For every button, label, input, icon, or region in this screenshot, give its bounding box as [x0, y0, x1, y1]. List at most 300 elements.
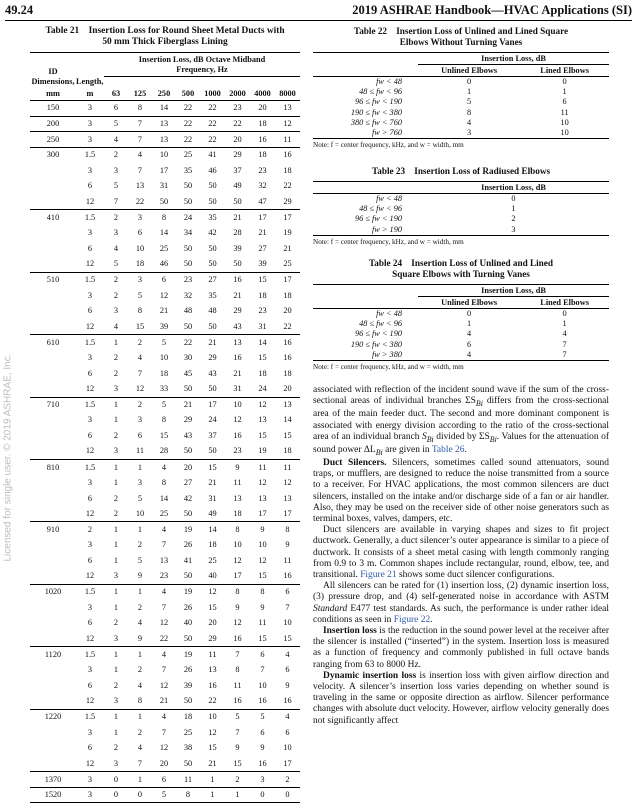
insertion-loss-cell: 40 [208, 571, 217, 581]
insertion-loss-cell: 50 [183, 696, 193, 706]
duct-diameter [30, 616, 76, 632]
header-band: Insertion Loss, dB Octave Midband Frequency, Hz [104, 53, 300, 77]
insertion-loss-cell: 7 [225, 647, 250, 663]
duct-length: 3 [76, 132, 104, 148]
table-row [313, 128, 609, 139]
table-row [313, 309, 609, 320]
insertion-loss-cell: 46 [208, 165, 217, 175]
insertion-loss-cell: 20 [176, 460, 200, 476]
duct-length: 6 [87, 680, 93, 690]
table-24-col-lined: Lined Elbows [520, 297, 609, 309]
freq-header-125: 125 [128, 88, 152, 101]
insertion-loss-cell: 5 [152, 335, 176, 351]
insertion-loss-cell: 35 [183, 165, 193, 175]
insertion-loss-cell: 5 [152, 787, 176, 803]
insertion-loss-cell: 24 [208, 415, 217, 425]
insertion-loss-cell: 11 [233, 680, 242, 690]
insertion-loss-cell: 10 [135, 243, 145, 253]
table-row [30, 522, 300, 538]
insertion-loss-cell: 2 [113, 618, 119, 628]
insertion-loss-cell: 11 [200, 647, 225, 663]
insertion-loss-cell: 12 [233, 415, 242, 425]
insertion-loss-cell: 2 [113, 353, 119, 363]
frequency-width-range: 96 ≤ fw < 190 [354, 214, 402, 224]
insertion-loss-cell: 3 [113, 306, 119, 316]
insertion-loss-value: 3 [418, 225, 609, 236]
insertion-loss-cell: 11 [233, 477, 242, 487]
term-dynamic-insertion-loss: Dynamic insertion loss [323, 670, 417, 681]
insertion-loss-cell: 4 [137, 680, 143, 690]
duct-length: 3 [87, 727, 93, 737]
paragraph-silencer-ratings: All silencers can be rated for (1) insertion loss, (2) dynamic insertion loss, (3) pressure drop, and (4) self-generated noise in accordance with ASTM Standard E477 test standards. As such, the performance is under rather ideal conditions as seen in Figure 22. [313, 581, 609, 625]
insertion-loss-cell: 10 [258, 540, 267, 550]
insertion-loss-cell: 22 [159, 633, 169, 643]
duct-diameter [30, 740, 76, 756]
duct-length: 1.5 [76, 584, 104, 600]
insertion-loss-cell: 0 [128, 787, 152, 803]
insertion-loss-cell: 38 [183, 743, 193, 753]
insertion-loss-value: 4 [562, 329, 567, 339]
table-21 [30, 26, 300, 803]
insertion-loss-cell: 10 [159, 353, 169, 363]
table-row [30, 257, 300, 273]
freq-header-4000: 4000 [250, 88, 275, 101]
insertion-loss-cell: 8 [235, 665, 240, 675]
insertion-loss-cell: 7 [113, 196, 119, 206]
frequency-width-range: fw > 760 [313, 128, 418, 139]
insertion-loss-cell: 1 [104, 647, 128, 663]
duct-length: 1.5 [76, 147, 104, 163]
duct-diameter [30, 553, 76, 569]
insertion-loss-cell: 12 [258, 555, 267, 565]
insertion-loss-cell: 23 [159, 571, 169, 581]
insertion-loss-cell: 13 [258, 493, 267, 503]
table-23-caption: Table 23 Insertion Loss of Radiused Elbows [371, 166, 551, 176]
insertion-loss-value: 2 [511, 214, 516, 224]
insertion-loss-cell: 15 [159, 431, 169, 441]
duct-length: 6 [87, 431, 93, 441]
insertion-loss-cell: 9 [225, 460, 250, 476]
insertion-loss-cell: 34 [183, 228, 193, 238]
frequency-width-range: 190 ≤ fw < 380 [350, 339, 402, 349]
insertion-loss-cell: 12 [233, 618, 242, 628]
paragraph-branch-division: associated with reflection of the incident sound wave if the sum of the cross-sectional areas of individual branches $\Sigma S_{Bi}$ differs from the cross-sectional area of the main feeder duct. The second and more dominant component is associated with energy division according to the ratio of the cross-sectional area of an individual branch $S_{Bi}$ divided by $\Sigma S_{Bi}$. Values for the attenuation of sound power $\Delta L_{Bi}$ are given in Table 26. [313, 385, 609, 457]
insertion-loss-cell: 22 [176, 335, 200, 351]
insertion-loss-cell: 0 [275, 787, 300, 803]
table-26-link[interactable]: Table 26 [431, 444, 465, 455]
insertion-loss-cell: 6 [285, 665, 290, 675]
duct-length: 1.5 [76, 709, 104, 725]
insertion-loss-cell: 20 [258, 103, 267, 113]
insertion-loss-cell: 20 [225, 132, 250, 148]
insertion-loss-cell: 8 [137, 306, 143, 316]
insertion-loss-cell: 19 [258, 446, 267, 456]
table-row [30, 678, 300, 694]
insertion-loss-cell: 21 [208, 758, 217, 768]
table-row [313, 350, 609, 361]
insertion-loss-cell: 29 [283, 196, 292, 206]
insertion-loss-cell: 16 [250, 132, 275, 148]
insertion-loss-cell: 12 [159, 618, 169, 628]
insertion-loss-cell: 50 [183, 259, 193, 269]
insertion-loss-cell: 22 [176, 132, 200, 148]
insertion-loss-cell: 1 [104, 709, 128, 725]
table-row [30, 616, 300, 632]
paragraph-silencer-shapes: Duct silencers are available in varying shapes and sizes to fit project ductwork. Generally, a duct silencer’s outer appearance is similar to a piece of ductwork. It consists of a sheet metal casing with length commonly ranging from 0.9 to 3 m. Common shapes include rectangular, round, elbow, tee, and transitional. Figure 21 shows some duct silencer configurations. [313, 525, 609, 580]
table-row [313, 77, 609, 88]
insertion-loss-cell: 12 [200, 584, 225, 600]
insertion-loss-cell: 1 [113, 555, 119, 565]
insertion-loss-cell: 14 [159, 493, 169, 503]
table-row [313, 204, 609, 214]
insertion-loss-cell: 8 [152, 210, 176, 226]
insertion-loss-cell: 29 [233, 306, 242, 316]
insertion-loss-cell: 12 [159, 743, 169, 753]
insertion-loss-cell: 16 [258, 696, 267, 706]
table-21-grid [30, 52, 300, 803]
insertion-loss-cell: 20 [208, 618, 217, 628]
insertion-loss-cell: 8 [161, 415, 167, 425]
insertion-loss-cell: 4 [152, 522, 176, 538]
table-row [30, 631, 300, 647]
duct-diameter [30, 288, 76, 304]
insertion-loss-cell: 17 [159, 165, 169, 175]
duct-length: 1.5 [76, 397, 104, 413]
insertion-loss-cell: 1 [128, 709, 152, 725]
insertion-loss-cell: 8 [137, 696, 143, 706]
table-24-grid [313, 284, 609, 361]
duct-length: 1.5 [76, 335, 104, 351]
table-22-grid [313, 52, 609, 139]
duct-diameter: 1520 [30, 787, 76, 803]
insertion-loss-cell: 21 [176, 397, 200, 413]
duct-length: 12 [85, 508, 95, 518]
insertion-loss-cell: 12 [233, 555, 242, 565]
insertion-loss-value: 6 [562, 97, 567, 107]
insertion-loss-cell: 1 [128, 584, 152, 600]
table-row [30, 210, 300, 226]
table-row [313, 340, 609, 350]
table-row [30, 772, 300, 788]
duct-length: 1.5 [76, 647, 104, 663]
table-row [30, 397, 300, 413]
table-22-band-header: Insertion Loss, dB [418, 53, 609, 65]
table-row [30, 116, 300, 132]
duct-length: 3 [87, 540, 93, 550]
insertion-loss-cell: 4 [275, 709, 300, 725]
insertion-loss-value: 11 [560, 107, 569, 117]
insertion-loss-cell: 42 [208, 228, 217, 238]
insertion-loss-cell: 17 [283, 758, 292, 768]
insertion-loss-cell: 11 [275, 132, 300, 148]
duct-diameter [30, 444, 76, 460]
header-length: Length, [76, 77, 104, 87]
table-row [30, 709, 300, 725]
duct-diameter [30, 194, 76, 210]
insertion-loss-cell: 16 [233, 633, 242, 643]
duct-length: 12 [85, 758, 95, 768]
insertion-loss-cell: 50 [208, 196, 217, 206]
frequency-width-range: 48 ≤ fw < 96 [359, 87, 402, 97]
insertion-loss-cell: 9 [137, 633, 143, 643]
insertion-loss-cell: 13 [208, 665, 217, 675]
insertion-loss-cell: 2 [104, 210, 128, 226]
duct-length: 3 [87, 165, 93, 175]
insertion-loss-cell: 1 [104, 460, 128, 476]
insertion-loss-value: 1 [562, 87, 567, 97]
insertion-loss-cell: 50 [183, 508, 193, 518]
insertion-loss-cell: 18 [283, 446, 292, 456]
duct-diameter: 710 [30, 397, 76, 413]
insertion-loss-cell: 12 [208, 727, 217, 737]
insertion-loss-cell: 20 [283, 306, 292, 316]
duct-length: 6 [87, 743, 93, 753]
insertion-loss-cell: 13 [258, 415, 267, 425]
duct-length: 12 [85, 321, 95, 331]
insertion-loss-cell: 21 [208, 477, 217, 487]
freq-header-1000: 1000 [200, 88, 225, 101]
insertion-loss-cell: 2 [113, 290, 119, 300]
insertion-loss-cell: 1 [113, 540, 119, 550]
duct-diameter [30, 225, 76, 241]
header-dims: Dimensions, [31, 77, 75, 87]
insertion-loss-cell: 5 [225, 709, 250, 725]
insertion-loss-cell: 14 [159, 228, 169, 238]
table-24-col-unlined: Unlined Elbows [418, 297, 520, 309]
insertion-loss-cell: 9 [235, 602, 240, 612]
duct-diameter: 300 [30, 147, 76, 163]
freq-header-63: 63 [104, 88, 128, 101]
insertion-loss-cell: 17 [283, 508, 292, 518]
insertion-loss-cell: 11 [283, 555, 292, 565]
insertion-loss-cell: 0 [250, 787, 275, 803]
insertion-loss-cell: 1 [113, 415, 119, 425]
table-row [30, 366, 300, 382]
freq-header-500: 500 [176, 88, 200, 101]
table-22-caption: Table 22 Insertion Loss of Unlined and Lined Square Elbows Without Turning Vanes [353, 26, 569, 47]
insertion-loss-cell: 6 [137, 228, 143, 238]
duct-length: 3 [76, 787, 104, 803]
duct-length: 1.5 [76, 272, 104, 288]
insertion-loss-cell: 16 [233, 353, 242, 363]
insertion-loss-cell: 3 [113, 384, 119, 394]
insertion-loss-cell: 10 [283, 743, 292, 753]
insertion-loss-cell: 16 [275, 147, 300, 163]
insertion-loss-cell: 16 [233, 696, 242, 706]
duct-length: 6 [87, 493, 93, 503]
insertion-loss-cell: 3 [128, 210, 152, 226]
insertion-loss-cell: 22 [225, 116, 250, 132]
insertion-loss-value: 10 [520, 128, 609, 139]
duct-diameter [30, 725, 76, 741]
insertion-loss-cell: 3 [113, 165, 119, 175]
insertion-loss-cell: 10 [258, 680, 267, 690]
insertion-loss-cell: 20 [159, 758, 169, 768]
insertion-loss-value: 6 [467, 339, 472, 349]
insertion-loss-cell: 2 [128, 335, 152, 351]
insertion-loss-cell: 14 [283, 415, 292, 425]
insertion-loss-cell: 50 [208, 259, 217, 269]
insertion-loss-cell: 8 [161, 477, 167, 487]
duct-diameter [30, 506, 76, 522]
insertion-loss-cell: 21 [258, 228, 267, 238]
insertion-loss-cell: 13 [152, 116, 176, 132]
frequency-width-range: 48 ≤ fw < 96 [359, 319, 402, 329]
insertion-loss-cell: 1 [104, 584, 128, 600]
duct-length: 6 [87, 368, 93, 378]
insertion-loss-cell: 7 [161, 602, 167, 612]
insertion-loss-cell: 18 [250, 116, 275, 132]
insertion-loss-value: 0 [467, 309, 472, 318]
insertion-loss-cell: 50 [208, 181, 217, 191]
table-row [30, 475, 300, 491]
insertion-loss-cell: 5 [113, 181, 119, 191]
insertion-loss-cell: 18 [159, 368, 169, 378]
insertion-loss-cell: 39 [183, 680, 193, 690]
insertion-loss-cell: 18 [176, 709, 200, 725]
insertion-loss-cell: 16 [283, 696, 292, 706]
insertion-loss-cell: 48 [208, 306, 217, 316]
insertion-loss-value: 0 [467, 77, 472, 86]
insertion-loss-cell: 25 [159, 243, 169, 253]
duct-length: 12 [85, 196, 95, 206]
table-row [30, 662, 300, 678]
duct-diameter: 150 [46, 103, 60, 113]
insertion-loss-cell: 7 [161, 665, 167, 675]
insertion-loss-value: 7 [520, 350, 609, 361]
insertion-loss-cell: 1 [128, 522, 152, 538]
insertion-loss-cell: 25 [176, 147, 200, 163]
duct-diameter [30, 475, 76, 491]
table-row [30, 647, 300, 663]
insertion-loss-cell: 9 [250, 522, 275, 538]
table-24-caption: Table 24 Insertion Loss of Unlined and Lined Square Elbows with Turning Vanes [369, 258, 553, 279]
insertion-loss-cell: 31 [233, 384, 242, 394]
insertion-loss-cell: 29 [225, 147, 250, 163]
insertion-loss-cell: 22 [208, 103, 217, 113]
insertion-loss-value: 0 [562, 77, 567, 86]
insertion-loss-cell: 28 [233, 228, 242, 238]
insertion-loss-cell: 13 [159, 555, 169, 565]
insertion-loss-cell: 12 [275, 116, 300, 132]
insertion-loss-value: 4 [418, 350, 520, 361]
table-24 [313, 258, 609, 371]
duct-length: 6 [87, 306, 93, 316]
duct-length: 1.5 [76, 210, 104, 226]
insertion-loss-cell: 2 [113, 680, 119, 690]
insertion-loss-cell: 7 [260, 665, 265, 675]
insertion-loss-cell: 9 [137, 571, 143, 581]
insertion-loss-cell: 25 [159, 508, 169, 518]
insertion-loss-cell: 23 [176, 272, 200, 288]
insertion-loss-cell: 19 [176, 647, 200, 663]
duct-length: 3 [87, 290, 93, 300]
heading-duct-silencers: Duct Silencers. [323, 457, 387, 468]
insertion-loss-cell: 50 [208, 384, 217, 394]
table-row [30, 194, 300, 210]
frequency-width-range: 48 ≤ fw < 96 [359, 204, 402, 214]
insertion-loss-cell: 12 [258, 477, 267, 487]
insertion-loss-cell: 22 [200, 132, 225, 148]
insertion-loss-cell: 14 [200, 522, 225, 538]
insertion-loss-value: 7 [562, 339, 567, 349]
frequency-width-range: 190 ≤ fw < 380 [350, 107, 402, 117]
insertion-loss-cell: 15 [135, 321, 145, 331]
insertion-loss-cell: 2 [104, 272, 128, 288]
insertion-loss-cell: 7 [235, 727, 240, 737]
insertion-loss-cell: 1 [128, 772, 152, 788]
insertion-loss-cell: 2 [113, 431, 119, 441]
insertion-loss-cell: 41 [200, 147, 225, 163]
insertion-loss-cell: 1 [113, 477, 119, 487]
table-row [30, 569, 300, 585]
insertion-loss-cell: 14 [159, 103, 169, 113]
insertion-loss-cell: 28 [159, 446, 169, 456]
duct-length: 3 [87, 665, 93, 675]
insertion-loss-cell: 3 [113, 633, 119, 643]
insertion-loss-cell: 27 [200, 272, 225, 288]
insertion-loss-cell: 6 [260, 727, 265, 737]
duct-diameter: 610 [30, 335, 76, 351]
insertion-loss-cell: 50 [233, 196, 242, 206]
frequency-width-range: 96 ≤ fw < 190 [354, 97, 402, 107]
insertion-loss-cell: 15 [283, 431, 292, 441]
insertion-loss-cell: 15 [250, 272, 275, 288]
insertion-loss-cell: 3 [250, 772, 275, 788]
figure-22-link[interactable]: Figure 22 [393, 614, 431, 625]
table-row [30, 756, 300, 772]
duct-diameter [30, 413, 76, 429]
table-row [30, 428, 300, 444]
insertion-loss-cell: 27 [183, 477, 193, 487]
duct-diameter [30, 241, 76, 257]
duct-length: 1.5 [76, 460, 104, 476]
insertion-loss-cell: 2 [137, 727, 143, 737]
insertion-loss-cell: 50 [183, 243, 193, 253]
insertion-loss-cell: 1 [113, 602, 119, 612]
insertion-loss-cell: 4 [152, 647, 176, 663]
figure-21-link[interactable]: Figure 21 [360, 569, 397, 580]
duct-length: 12 [85, 446, 95, 456]
duct-diameter [30, 366, 76, 382]
table-row [30, 725, 300, 741]
duct-diameter: 1220 [30, 709, 76, 725]
insertion-loss-cell: 2 [137, 602, 143, 612]
insertion-loss-cell: 23 [233, 446, 242, 456]
insertion-loss-cell: 12 [135, 384, 145, 394]
insertion-loss-cell: 50 [208, 321, 217, 331]
insertion-loss-cell: 37 [208, 431, 217, 441]
insertion-loss-cell: 2 [275, 772, 300, 788]
freq-header-2000: 2000 [225, 88, 250, 101]
insertion-loss-cell: 21 [225, 210, 250, 226]
insertion-loss-cell: 12 [159, 680, 169, 690]
table-row [30, 132, 300, 148]
insertion-loss-value: 1 [511, 204, 516, 214]
insertion-loss-cell: 0 [104, 787, 128, 803]
insertion-loss-cell: 43 [183, 431, 193, 441]
insertion-loss-cell: 50 [183, 384, 193, 394]
duct-length: 3 [76, 772, 104, 788]
insertion-loss-cell: 18 [258, 290, 267, 300]
insertion-loss-value: 5 [467, 97, 472, 107]
insertion-loss-cell: 6 [137, 431, 143, 441]
insertion-loss-cell: 6 [285, 727, 290, 737]
insertion-loss-cell: 18 [208, 540, 217, 550]
insertion-loss-cell: 17 [275, 272, 300, 288]
insertion-loss-cell: 50 [183, 758, 193, 768]
insertion-loss-cell: 19 [176, 584, 200, 600]
